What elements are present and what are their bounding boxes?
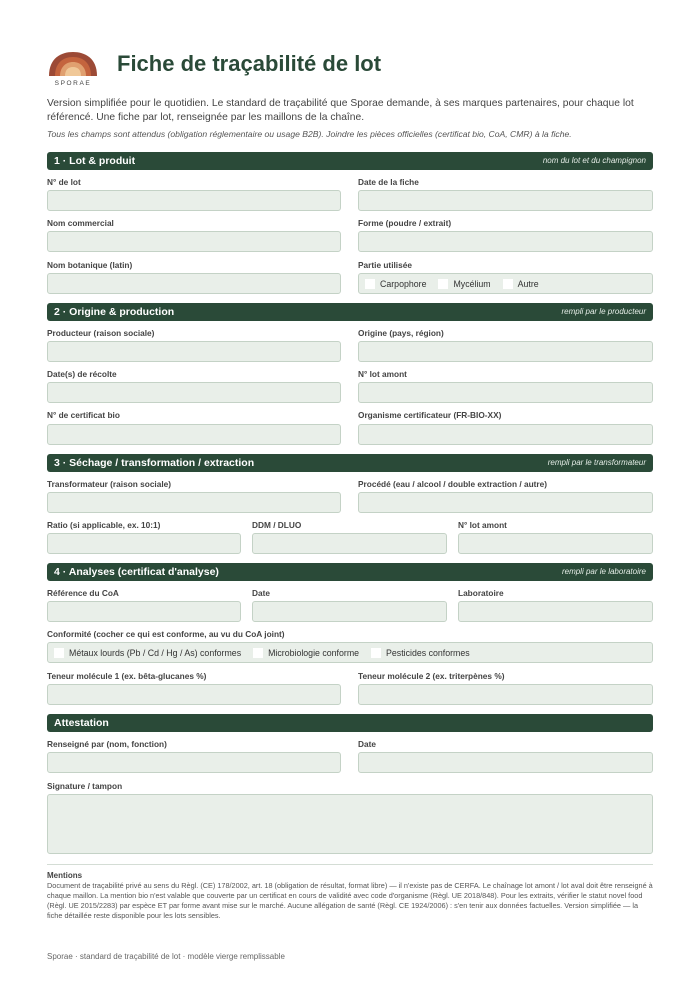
option-mycelium[interactable] — [438, 279, 490, 289]
part-used-label: Partie utilisée — [358, 260, 412, 270]
section-header-lot-produit — [47, 152, 653, 170]
process-label: Procédé (eau / alcool / double extraction / autre) — [358, 479, 548, 489]
option-label: Mycélium — [453, 278, 491, 289]
origin-field[interactable] — [358, 341, 653, 362]
option-label: Microbiologie conforme — [268, 647, 360, 658]
section-title: 3 · Séchage / transformation / extraction — [54, 457, 255, 469]
form-label: Forme (poudre / extrait) — [358, 218, 452, 228]
harvest-date-field[interactable] — [47, 382, 341, 403]
analysis-date-field[interactable] — [252, 601, 447, 622]
lot-number-label: N° de lot — [47, 177, 81, 187]
botanical-name-label: Nom botanique (latin) — [47, 260, 133, 270]
option-pesticides[interactable] — [371, 648, 470, 658]
page-title: Fiche de traçabilité de lot — [117, 51, 382, 76]
mushroom-cap-logo-icon — [47, 50, 99, 80]
option-label: Pesticides conformes — [386, 647, 470, 658]
commercial-name-field[interactable] — [47, 231, 341, 252]
coa-reference-label: Référence du CoA — [47, 588, 119, 598]
process-field[interactable] — [358, 492, 653, 513]
section-header-transformation — [47, 454, 653, 472]
analysis-date-label: Date — [252, 588, 270, 598]
attestation-date-field[interactable] — [358, 752, 653, 773]
conformity-label: Conformité (cocher ce qui est conforme, au vu du CoA joint) — [47, 629, 285, 639]
legal-mentions — [47, 864, 653, 920]
checkbox[interactable] — [503, 279, 513, 289]
mentions-title: Mentions — [47, 871, 83, 880]
upstream-lot-field[interactable] — [358, 382, 653, 403]
section-note: rempli par le laboratoire — [561, 567, 646, 576]
document-header — [47, 50, 653, 90]
section-title: 1 · Lot & produit — [54, 155, 136, 167]
form-field[interactable] — [358, 231, 653, 252]
option-carpophore[interactable] — [365, 279, 426, 289]
producer-field[interactable] — [47, 341, 341, 362]
page-footer: Sporae · standard de traçabilité de lot · modèle vierge remplissable — [47, 952, 285, 961]
option-label: Métaux lourds (Pb / Cd / Hg / As) conformes — [69, 647, 242, 658]
molecule1-field[interactable] — [47, 684, 341, 705]
checkbox[interactable] — [253, 648, 263, 658]
option-microbiology[interactable] — [253, 648, 359, 658]
molecule2-label: Teneur molécule 2 (ex. triterpènes %) — [358, 671, 505, 681]
filled-by-field[interactable] — [47, 752, 341, 773]
logo-wordmark: SPORAE — [54, 80, 92, 87]
laboratory-field[interactable] — [458, 601, 653, 622]
option-heavy-metals[interactable] — [54, 648, 241, 658]
checkbox[interactable] — [54, 648, 64, 658]
producer-label: Producteur (raison sociale) — [47, 328, 155, 338]
section-note: rempli par le producteur — [561, 307, 646, 316]
transformer-label: Transformateur (raison sociale) — [47, 479, 172, 489]
checkbox[interactable] — [365, 279, 375, 289]
section-title: 4 · Analyses (certificat d'analyse) — [54, 566, 219, 578]
section-note: nom du lot et du champignon — [542, 156, 646, 165]
section-title: Attestation — [54, 717, 109, 729]
molecule2-field[interactable] — [358, 684, 653, 705]
origin-label: Origine (pays, région) — [358, 328, 444, 338]
section-header-attestation — [47, 714, 653, 732]
commercial-name-label: Nom commercial — [47, 218, 114, 228]
sheet-date-field[interactable] — [358, 190, 653, 211]
ddm-field[interactable] — [252, 533, 447, 554]
intro-text: Version simplifiée pour le quotidien. Le standard de traçabilité que Sporae demande, à ses marques partenaires, pour chaque lot référencé. Une fiche par lot, renseignée par les maillons de la chaîne. — [47, 98, 634, 123]
ratio-label: Ratio (si applicable, ex. 10:1) — [47, 520, 161, 530]
transform-lot-label: N° lot amont — [458, 520, 507, 530]
signature-field[interactable] — [47, 794, 653, 854]
option-label: Autre — [517, 278, 539, 289]
conformity-options — [47, 642, 653, 663]
organic-cert-label: N° de certificat bio — [47, 410, 120, 420]
checkbox[interactable] — [438, 279, 448, 289]
part-used-options — [358, 273, 653, 294]
option-autre[interactable] — [503, 279, 539, 289]
checkbox[interactable] — [371, 648, 381, 658]
sporae-logo — [47, 50, 99, 90]
molecule1-label: Teneur molécule 1 (ex. bêta-glucanes %) — [47, 671, 207, 681]
organic-cert-field[interactable] — [47, 424, 341, 445]
certifier-field[interactable] — [358, 424, 653, 445]
section-note: rempli par le transformateur — [547, 458, 646, 467]
mentions-text: Document de traçabilité privé au sens du Règl. (CE) 178/2002, art. 18 (obligation de résultat, format libre) — il n'existe pas de CERFA. Le chaînage lot amont / lot aval doit être renseigné à chaque maillon. La mention bio n'est valable que couverte par un certificat en cours de validité avec code d'organisme (Règl. UE 2018/848). Pour les extraits, vérifier le statut novel food (Règl. UE 2015/2283) par espèce ET par forme avant mise sur le marché. Aucune allégation de santé (Règl. CE 1924/2006) : s'en tenir aux données factuelles. Version simplifiée — la fiche détaillée reste disponible pour les lots sensibles. — [47, 881, 653, 920]
attestation-date-label: Date — [358, 739, 376, 749]
filled-by-label: Renseigné par (nom, fonction) — [47, 739, 167, 749]
laboratory-label: Laboratoire — [458, 588, 504, 598]
section-header-origine — [47, 303, 653, 321]
sheet-date-label: Date de la fiche — [358, 177, 419, 187]
ratio-field[interactable] — [47, 533, 241, 554]
signature-label: Signature / tampon — [47, 781, 123, 791]
botanical-name-field[interactable] — [47, 273, 341, 294]
section-title: 2 · Origine & production — [54, 306, 175, 318]
lot-number-field[interactable] — [47, 190, 341, 211]
transform-lot-field[interactable] — [458, 533, 653, 554]
transformer-field[interactable] — [47, 492, 341, 513]
upstream-lot-label: N° lot amont — [358, 369, 407, 379]
coa-reference-field[interactable] — [47, 601, 241, 622]
section-header-analyses — [47, 563, 653, 581]
harvest-date-label: Date(s) de récolte — [47, 369, 117, 379]
ddm-label: DDM / DLUO — [252, 520, 302, 530]
intro-note: Tous les champs sont attendus (obligation réglementaire ou usage B2B). Joindre les pièces officielles (certificat bio, CoA, CMR) à la fiche. — [47, 129, 572, 139]
option-label: Carpophore — [380, 278, 427, 289]
certifier-label: Organisme certificateur (FR-BIO-XX) — [358, 410, 502, 420]
